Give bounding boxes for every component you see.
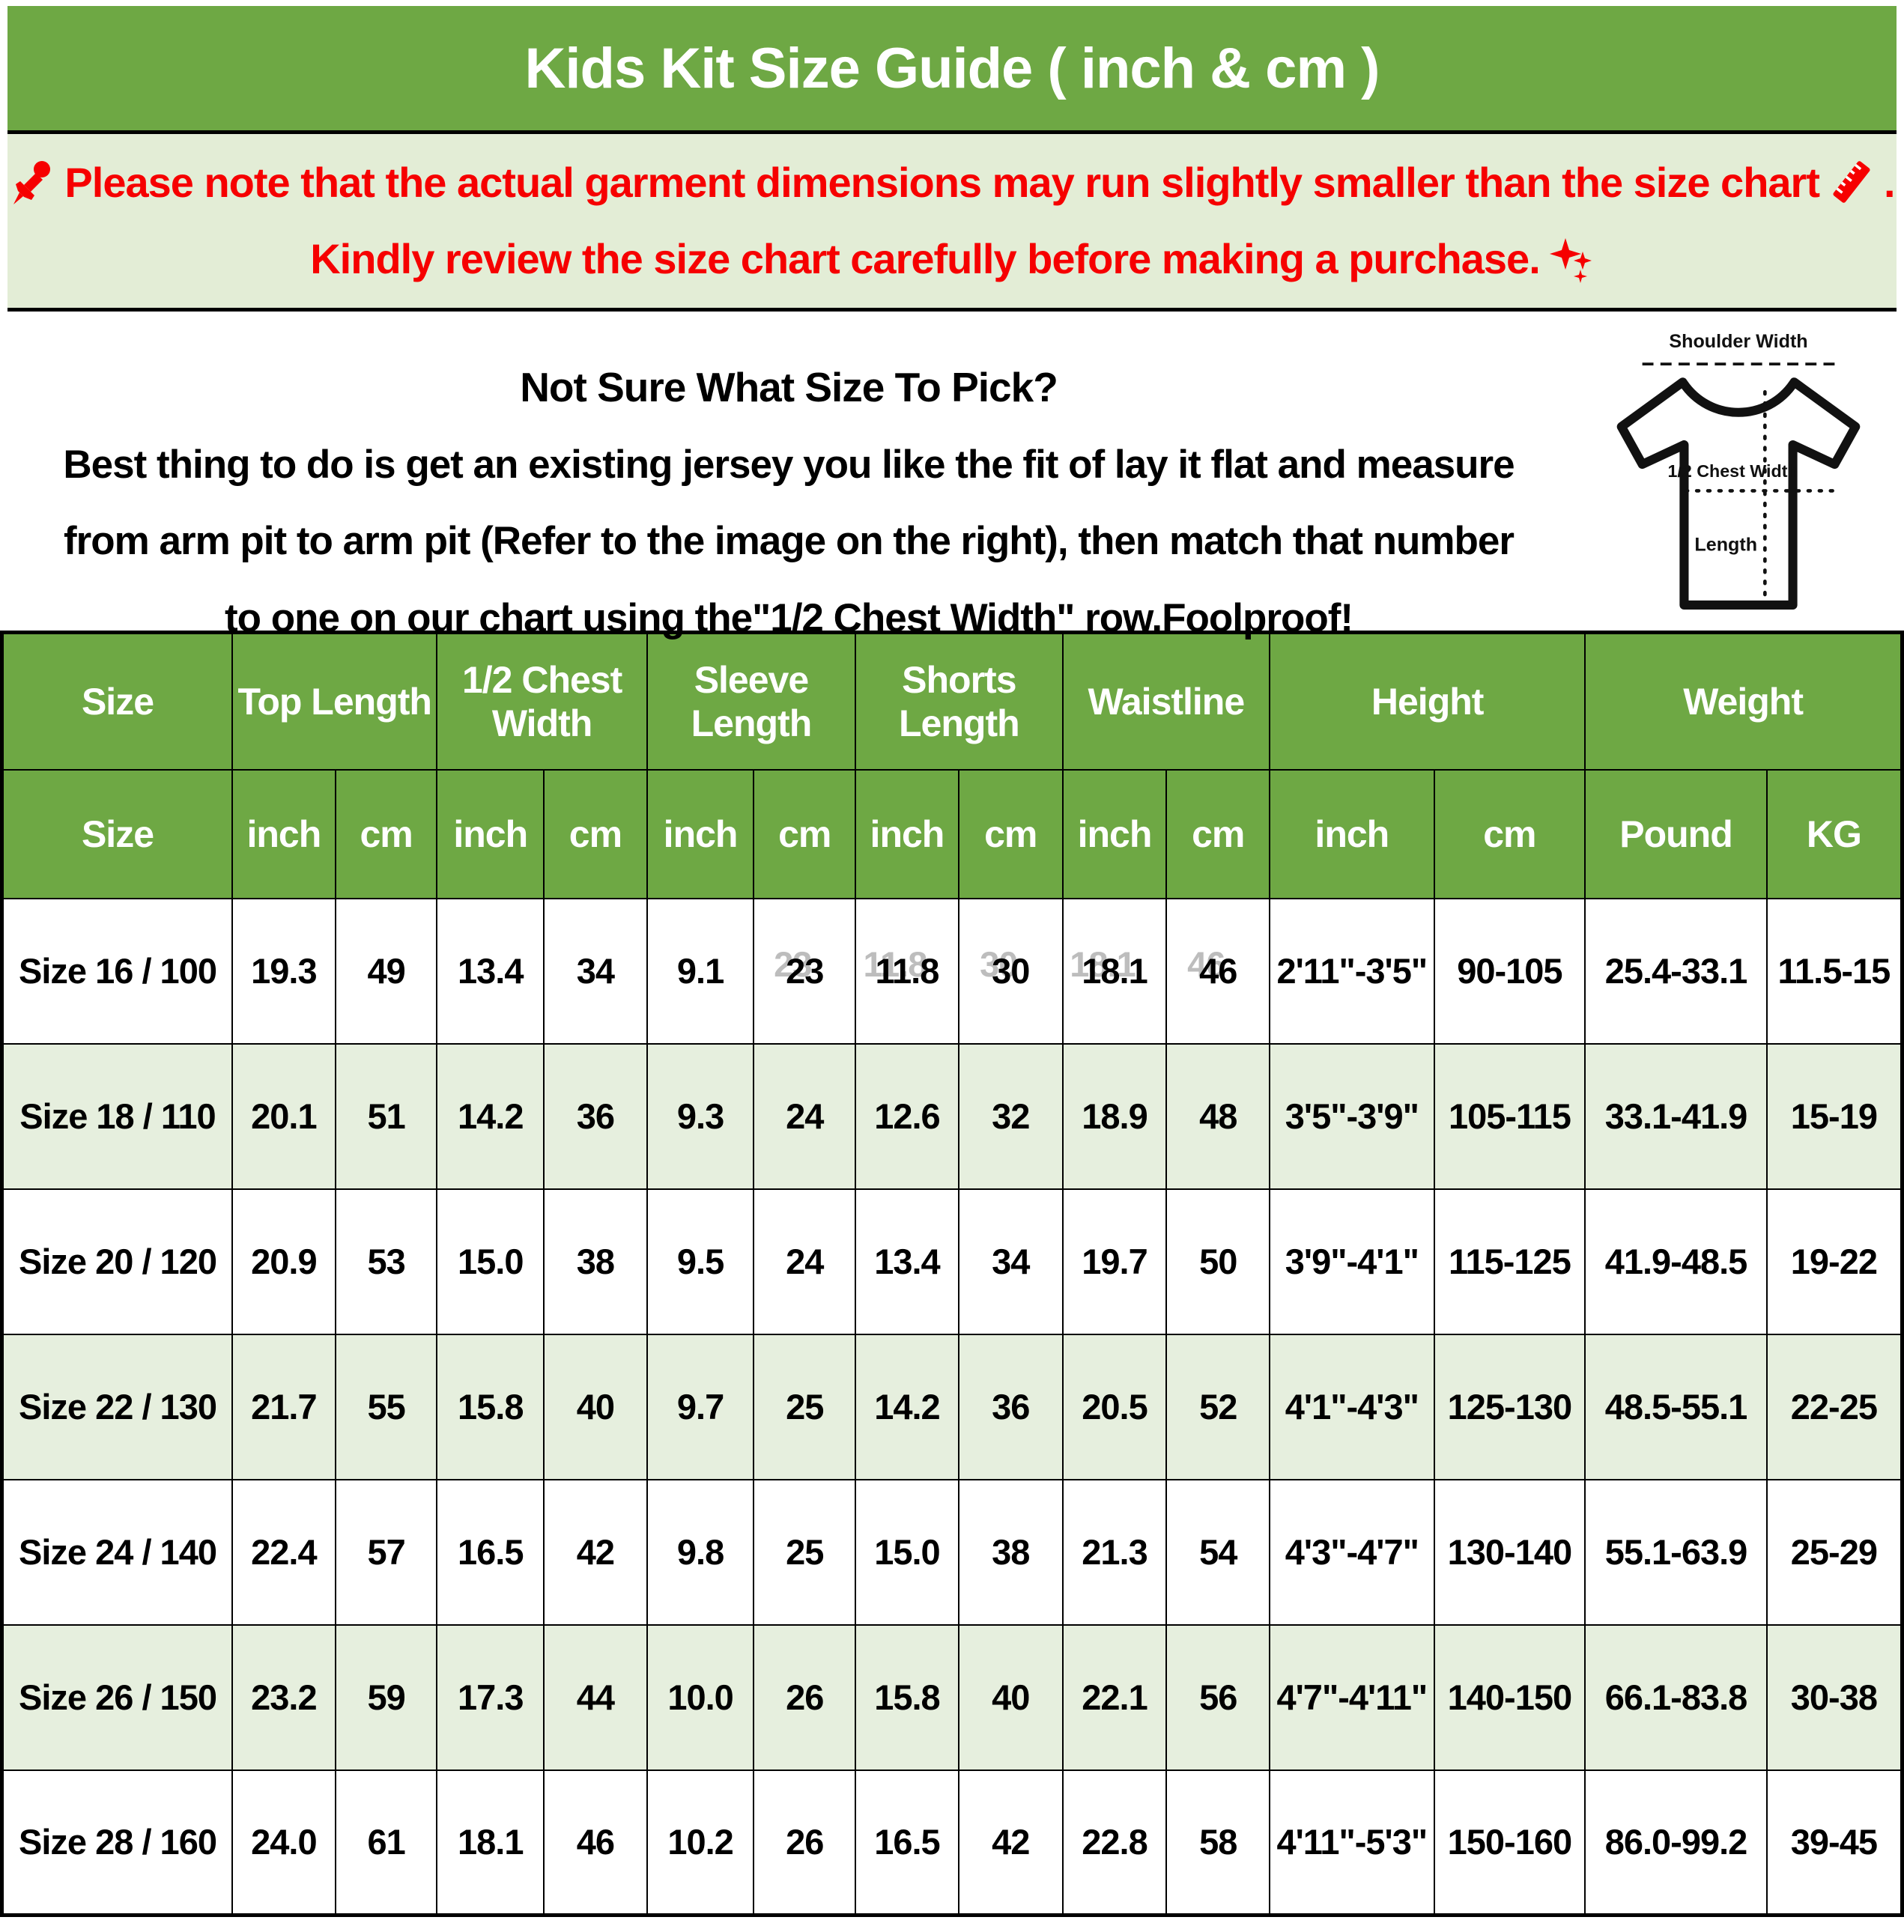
table-cell: 49 [336,899,437,1044]
row-size-cell: Size 18 / 110 [2,1044,232,1189]
table-cell: 41.9-48.5 [1585,1189,1767,1334]
table-cell: 38 [544,1189,647,1334]
table-cell: 25.4-33.1 [1585,899,1767,1044]
table-cell: 17.3 [437,1625,544,1770]
table-cell: 2'11"-3'5" [1270,899,1434,1044]
ruler-icon [1827,157,1876,207]
table-cell: 13.4 [855,1189,959,1334]
table-cell: 46 [1166,899,1270,1044]
table-cell: 10.0 [647,1625,754,1770]
column-group-header: Top Length [232,633,437,770]
notice-banner [7,134,1897,312]
table-cell: 24 [754,1044,855,1189]
table-unit-row [2,770,1903,899]
table-cell: 22.1 [1063,1625,1167,1770]
unit-header: cm [754,770,855,899]
table-cell: 130-140 [1434,1480,1586,1625]
table-cell: 25 [754,1334,855,1480]
table-cell: 42 [544,1480,647,1625]
table-row [2,899,1903,1044]
table-cell: 9.8 [647,1480,754,1625]
unit-header: inch [1063,770,1167,899]
column-group-header: Sleeve Length [647,633,855,770]
table-cell: 25-29 [1767,1480,1903,1625]
table-cell: 23 [754,899,855,1044]
table-cell: 11.5-15 [1767,899,1903,1044]
column-group-header: Weight [1585,633,1902,770]
unit-header: cm [1166,770,1270,899]
notice-line-2 [310,232,1594,285]
table-cell: 105-115 [1434,1044,1586,1189]
table-cell: 40 [959,1625,1063,1770]
table-cell: 14.2 [437,1044,544,1189]
table-cell: 115-125 [1434,1189,1586,1334]
table-cell: 4'11"-5'3" [1270,1770,1434,1916]
sizing-help-text [0,312,1577,640]
column-group-header: Waistline [1063,633,1270,770]
table-cell: 150-160 [1434,1770,1586,1916]
table-cell: 20.9 [232,1189,336,1334]
table-body [2,899,1903,1916]
table-cell: 51 [336,1044,437,1189]
table-cell: 125-130 [1434,1334,1586,1480]
table-cell: 39-45 [1767,1770,1903,1916]
table-cell: 55 [336,1334,437,1480]
unit-header: Pound [1585,770,1767,899]
unit-header: cm [336,770,437,899]
table-cell: 20.1 [232,1044,336,1189]
table-cell: 4'1"-4'3" [1270,1334,1434,1480]
table-cell: 19.3 [232,899,336,1044]
table-cell: 54 [1166,1480,1270,1625]
table-row [2,1480,1903,1625]
row-size-cell: Size 26 / 150 [2,1625,232,1770]
row-size-cell: Size 28 / 160 [2,1770,232,1916]
table-row [2,1334,1903,1480]
table-cell: 9.1 [647,899,754,1044]
table-row [2,1189,1903,1334]
table-cell: 90-105 [1434,899,1586,1044]
table-cell: 18.1 [1063,899,1167,1044]
shoulder-width-label: Shoulder Width [1669,330,1808,352]
table-cell: 56 [1166,1625,1270,1770]
table-cell: 21.7 [232,1334,336,1480]
table-cell: 14.2 [855,1334,959,1480]
table-cell: 26 [754,1625,855,1770]
unit-header: inch [437,770,544,899]
table-cell: 22.4 [232,1480,336,1625]
column-group-header: Height [1270,633,1585,770]
sizing-help-line-2: from arm pit to arm pit (Refer to the image on the right), then match that number [63,519,1515,564]
table-cell: 21.3 [1063,1480,1167,1625]
table-cell: 25 [754,1480,855,1625]
table-cell: 11.8 [855,899,959,1044]
table-cell: 24 [754,1189,855,1334]
table-cell: 9.7 [647,1334,754,1480]
table-cell: 46 [544,1770,647,1916]
row-size-cell: Size 24 / 140 [2,1480,232,1625]
table-cell: 55.1-63.9 [1585,1480,1767,1625]
table-cell: 19-22 [1767,1189,1903,1334]
table-cell: 24.0 [232,1770,336,1916]
tshirt-outline [1622,382,1856,605]
unit-header: cm [959,770,1063,899]
table-cell: 66.1-83.8 [1585,1625,1767,1770]
column-group-header: Size [2,633,232,770]
page-title: Kids Kit Size Guide ( inch & cm ) [524,36,1380,100]
table-cell: 23.2 [232,1625,336,1770]
row-size-cell: Size 16 / 100 [2,899,232,1044]
table-cell: 33.1-41.9 [1585,1044,1767,1189]
table-cell: 30 [959,899,1063,1044]
tshirt-diagram-graphic [1577,325,1900,625]
table-cell: 50 [1166,1189,1270,1334]
notice-text-2: Kindly review the size chart carefully before making a purchase. [310,234,1540,282]
table-cell: 13.4 [437,899,544,1044]
table-cell: 26 [754,1770,855,1916]
size-table [0,631,1904,1917]
table-cell: 32 [959,1044,1063,1189]
table-cell: 36 [544,1044,647,1189]
table-cell: 15.8 [437,1334,544,1480]
table-cell: 9.3 [647,1044,754,1189]
table-cell: 19.7 [1063,1189,1167,1334]
table-cell: 58 [1166,1770,1270,1916]
table-row [2,1625,1903,1770]
sparkles-icon [1547,232,1594,285]
table-row [2,1044,1903,1189]
column-group-header: Shorts Length [855,633,1063,770]
length-label: Length [1694,534,1758,556]
chest-width-label: 1/2 Chest Width [1667,461,1798,481]
table-cell: 42 [959,1770,1063,1916]
table-cell: 3'9"-4'1" [1270,1189,1434,1334]
unit-header: cm [1434,770,1586,899]
table-cell: 22.8 [1063,1770,1167,1916]
table-cell: 22-25 [1767,1334,1903,1480]
table-cell: 59 [336,1625,437,1770]
table-cell: 140-150 [1434,1625,1586,1770]
unit-header: Size [2,770,232,899]
table-cell: 53 [336,1189,437,1334]
table-cell: 16.5 [437,1480,544,1625]
column-group-header: 1/2 Chest Width [437,633,646,770]
notice-line-1 [9,157,1894,207]
sizing-help-section [0,312,1904,640]
table-cell: 61 [336,1770,437,1916]
row-size-cell: Size 20 / 120 [2,1189,232,1334]
notice-text-1: Please note that the actual garment dimensions may run slightly smaller than the size chart [64,158,1819,206]
table-cell: 3'5"-3'9" [1270,1044,1434,1189]
table-cell: 4'7"-4'11" [1270,1625,1434,1770]
table-cell: 15.0 [855,1480,959,1625]
table-cell: 20.5 [1063,1334,1167,1480]
table-cell: 57 [336,1480,437,1625]
table-cell: 34 [959,1189,1063,1334]
table-cell: 18.1 [437,1770,544,1916]
table-cell: 40 [544,1334,647,1480]
table-cell: 48.5-55.1 [1585,1334,1767,1480]
table-row [2,1770,1903,1916]
pushpin-icon [9,158,57,206]
table-cell: 9.5 [647,1189,754,1334]
unit-header: inch [232,770,336,899]
table-cell: 30-38 [1767,1625,1903,1770]
table-cell: 36 [959,1334,1063,1480]
table-cell: 16.5 [855,1770,959,1916]
unit-header: KG [1767,770,1903,899]
table-cell: 15.8 [855,1625,959,1770]
unit-header: inch [647,770,754,899]
tshirt-measurement-diagram [1577,312,1904,631]
unit-header: inch [1270,770,1434,899]
table-cell: 44 [544,1625,647,1770]
table-cell: 4'3"-4'7" [1270,1480,1434,1625]
table-cell: 18.9 [1063,1044,1167,1189]
table-cell: 34 [544,899,647,1044]
row-size-cell: Size 22 / 130 [2,1334,232,1480]
table-cell: 48 [1166,1044,1270,1189]
table-cell: 15-19 [1767,1044,1903,1189]
table-cell: 38 [959,1480,1063,1625]
sizing-help-line-1: Best thing to do is get an existing jersey you like the fit of lay it flat and measure [63,443,1515,487]
sizing-help-line-3: to one on our chart using the"1/2 Chest Width" row.Foolproof! [224,595,1353,640]
sizing-help-heading: Not Sure What Size To Pick? [520,364,1058,410]
table-cell: 12.6 [855,1044,959,1189]
table-cell: 86.0-99.2 [1585,1770,1767,1916]
unit-header: inch [855,770,959,899]
page-title-bar [7,6,1897,134]
unit-header: cm [544,770,647,899]
table-cell: 52 [1166,1334,1270,1480]
table-cell: 10.2 [647,1770,754,1916]
table-cell: 15.0 [437,1189,544,1334]
notice-text-1-suffix: . [1884,158,1895,206]
